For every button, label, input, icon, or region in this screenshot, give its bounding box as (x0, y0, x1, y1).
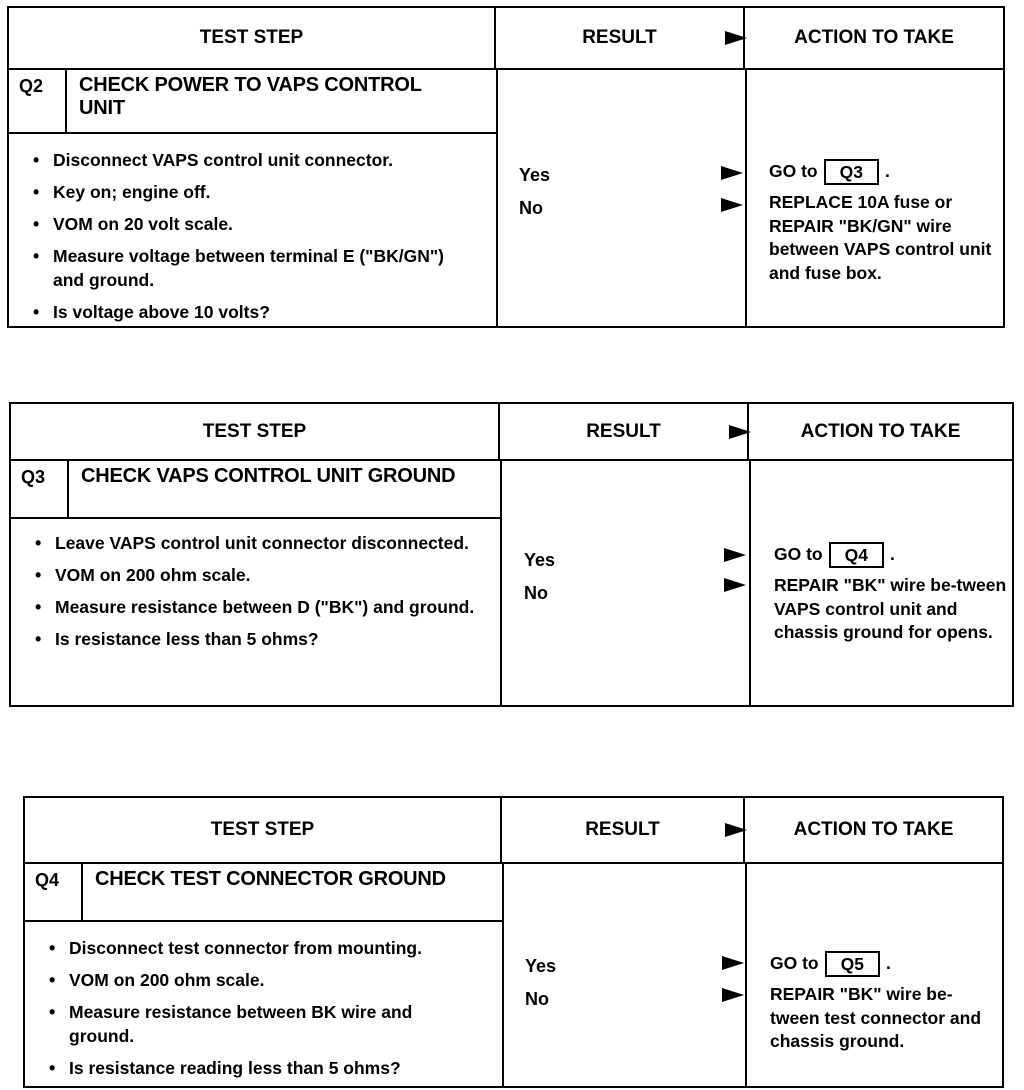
goto-label: GO to (770, 953, 819, 974)
goto-label: GO to (769, 161, 818, 182)
arrow-right-icon (724, 547, 746, 563)
table-header (9, 8, 1003, 70)
no-action-text: REPAIR "BK" wire be-tween VAPS control unit and chassis ground for opens. (774, 575, 1007, 642)
step-heading (11, 459, 502, 519)
no-action-text: REPLACE 10A fuse or REPAIR "BK/GN" wire between VAPS control unit and fuse box. (769, 192, 992, 283)
result-list (519, 159, 550, 225)
test-table-q3 (9, 402, 1014, 707)
arrow-right-icon (721, 165, 743, 181)
action-cell (774, 542, 1009, 645)
list-item: • Is resistance reading less than 5 ohms? (41, 1056, 481, 1080)
result-list (525, 950, 556, 1016)
list-item: • Measure resistance between D ("BK") and ground. (27, 595, 477, 619)
goto-line (769, 159, 994, 185)
goto-suffix: . (889, 544, 895, 565)
goto-line (770, 951, 995, 977)
list-item: • Leave VAPS control unit connector disconnected. (27, 531, 477, 555)
arrow-right-icon (724, 577, 746, 593)
step-title-line: CHECK TEST CONNECTOR GROUND (95, 868, 446, 890)
arrow-right-icon (722, 955, 744, 971)
column-divider (745, 68, 747, 326)
step-heading (9, 68, 498, 134)
header-result (496, 8, 745, 68)
step-list (25, 148, 475, 332)
step-id: Q4 (25, 862, 83, 920)
step-title-line: CHECK POWER TO VAPS CONTROL (79, 74, 422, 96)
column-divider (745, 862, 747, 1086)
list-item: • Is voltage above 10 volts? (25, 300, 475, 324)
result-no: No (525, 989, 549, 1009)
result-no: No (519, 198, 543, 218)
header-result-label: RESULT (586, 420, 661, 442)
arrow-right-icon (725, 30, 747, 46)
arrow-right-icon (721, 197, 743, 213)
step-title (83, 862, 502, 920)
result-yes: Yes (525, 956, 557, 976)
list-item: • Disconnect test connector from mounting. (41, 936, 481, 960)
header-action: ACTION TO TAKE (793, 819, 954, 840)
list-item: • Disconnect VAPS control unit connector. (25, 148, 475, 172)
step-id: Q2 (9, 68, 67, 132)
step-heading (25, 862, 504, 922)
step-list (27, 531, 477, 659)
list-item: • VOM on 20 volt scale. (25, 212, 475, 236)
column-divider (749, 459, 751, 705)
header-test-step: TEST STEP (9, 8, 496, 68)
result-yes: Yes (524, 550, 556, 570)
action-cell (769, 159, 994, 285)
step-title (67, 68, 496, 132)
header-test-step: TEST STEP (25, 798, 502, 862)
arrow-right-icon (722, 987, 744, 1003)
goto-target: Q4 (829, 542, 884, 568)
action-cell (770, 951, 995, 1054)
list-item: • Measure resistance between BK wire and ground. (41, 1000, 481, 1048)
header-result (500, 404, 749, 459)
goto-suffix: . (885, 953, 891, 974)
goto-target: Q3 (824, 159, 879, 185)
table-header (11, 404, 1012, 461)
step-id: Q3 (11, 459, 69, 517)
step-list (41, 936, 481, 1088)
step-title-line: UNIT (79, 97, 125, 119)
header-action: ACTION TO TAKE (800, 420, 961, 442)
goto-suffix: . (884, 161, 890, 182)
list-item: • Key on; engine off. (25, 180, 475, 204)
header-test-step: TEST STEP (11, 404, 500, 459)
step-title (69, 459, 500, 517)
step-title-line: CHECK VAPS CONTROL UNIT GROUND (81, 465, 456, 487)
goto-label: GO to (774, 544, 823, 565)
list-item: • VOM on 200 ohm scale. (41, 968, 481, 992)
list-item: • VOM on 200 ohm scale. (27, 563, 477, 587)
result-yes: Yes (519, 165, 551, 185)
header-result (502, 798, 745, 862)
header-action: ACTION TO TAKE (794, 27, 954, 48)
list-item: • Measure voltage between terminal E ("BK/GN") and ground. (25, 244, 475, 292)
result-list (524, 544, 555, 610)
result-no: No (524, 583, 548, 603)
header-result-label: RESULT (585, 819, 660, 840)
goto-target: Q5 (825, 951, 880, 977)
arrow-right-icon (725, 822, 747, 838)
test-table-q4 (23, 796, 1004, 1088)
table-header (25, 798, 1002, 864)
arrow-right-icon (729, 424, 751, 440)
list-item: • Is resistance less than 5 ohms? (27, 627, 477, 651)
no-action-text: REPAIR "BK" wire be-tween test connector and chassis ground. (770, 984, 982, 1051)
test-table-q2 (7, 6, 1005, 328)
header-result-label: RESULT (582, 27, 657, 48)
goto-line (774, 542, 1009, 568)
